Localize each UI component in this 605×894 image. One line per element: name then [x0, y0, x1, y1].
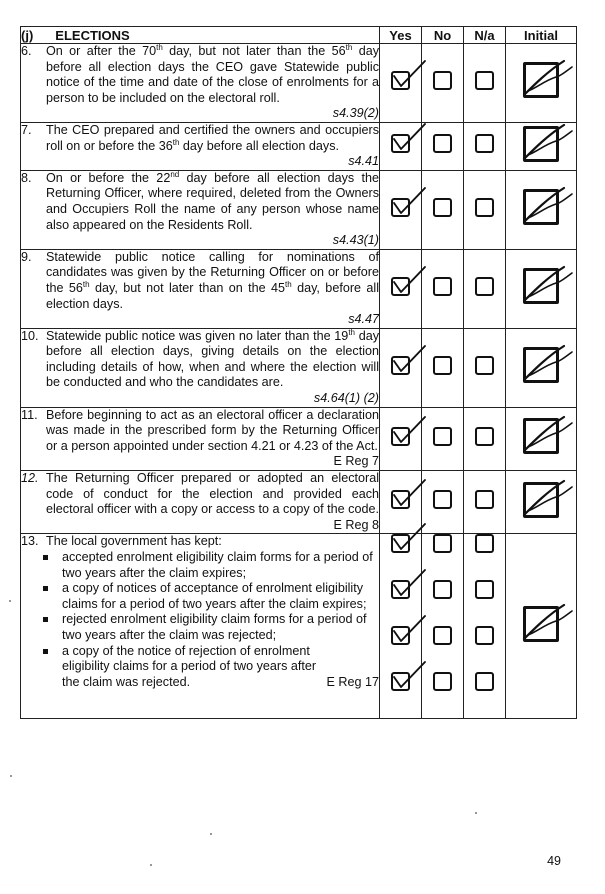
na-checkbox[interactable]: [475, 356, 494, 375]
checklist-row-6: [21, 44, 577, 123]
item-text: Statewide public notice calling for nominations of candidates was given by the Returning Officer on or before the 56th day, but not later than on the 45th day, before all election days.: [46, 249, 379, 311]
yes-checkbox-checked[interactable]: [391, 427, 410, 446]
yes-checkbox-checked[interactable]: [391, 356, 410, 375]
na-cell: [464, 407, 506, 470]
na-checkbox[interactable]: [475, 580, 494, 599]
initial-box-signed[interactable]: [523, 62, 559, 98]
na-cell: [464, 122, 506, 170]
initial-cell: [506, 122, 577, 170]
item-text: Statewide public notice was given no later than the 19th day before all election days, giving details on the election including details of how, when and where the election will be conducted and who the candidates are.: [46, 327, 380, 390]
yes-cell: [380, 170, 422, 249]
legal-reference: s4.43(1): [332, 233, 379, 248]
elections-checklist-table: [20, 26, 577, 719]
item-number: 13.: [21, 534, 39, 549]
na-checkbox[interactable]: [475, 71, 494, 90]
na-checkbox[interactable]: [475, 534, 494, 553]
checklist-row-8: [21, 170, 577, 249]
item-number: 8.: [21, 170, 32, 185]
checklist-row-12: [21, 471, 577, 534]
item-text: The CEO prepared and certified the owners and occupiers roll on or before the 36th day before all election days.: [46, 122, 379, 153]
no-checkbox[interactable]: [433, 626, 452, 645]
list-item: a copy of the notice of rejection of enrolment eligibility claims for a period of two years after the claim was rejected. E Reg 17: [40, 644, 379, 691]
item-text-cell: [21, 44, 380, 123]
item-text: Before beginning to act as an electoral officer a declaration was made in the prescribed form by the Returning Officer or a person appointed under section 4.21 or 4.23 of the Act.: [46, 407, 379, 453]
scan-speck: [150, 864, 152, 866]
no-checkbox[interactable]: [433, 356, 452, 375]
checklist-row-11: [21, 407, 577, 470]
item-text: The Returning Officer prepared or adopted an electoral code of conduct for the election and provided each electoral officer with a copy or access to a copy of the code.: [46, 471, 379, 517]
yes-cell: [380, 407, 422, 470]
section-code: (j): [21, 27, 34, 43]
initial-box-signed[interactable]: [523, 418, 559, 454]
initial-cell: [506, 249, 577, 328]
yes-cell: [380, 249, 422, 328]
section-header: [21, 27, 380, 44]
yes-cell: [380, 44, 422, 123]
initial-cell: [506, 471, 577, 534]
no-checkbox[interactable]: [433, 427, 452, 446]
legal-reference: s4.64(1) (2): [313, 391, 379, 406]
no-checkbox[interactable]: [433, 490, 452, 509]
initial-box-signed[interactable]: [523, 482, 559, 518]
na-checkbox[interactable]: [475, 490, 494, 509]
legal-reference: E Reg 8: [333, 517, 379, 532]
item-text-cell: [21, 534, 380, 719]
item-number: 12.: [21, 471, 39, 486]
scan-speck: [475, 812, 477, 814]
item-text-cell: [21, 122, 380, 170]
list-item: accepted enrolment eligibility claim forms for a period of two years after the claim expires;: [40, 550, 379, 581]
item-number: 9.: [21, 249, 32, 264]
legal-reference: E Reg 7: [333, 454, 379, 469]
item-text-cell: [21, 328, 380, 407]
initial-box-signed[interactable]: [523, 268, 559, 304]
no-checkbox[interactable]: [433, 672, 452, 691]
initial-cell: [506, 170, 577, 249]
page-number: 49: [547, 854, 561, 868]
item-text-cell: [21, 471, 380, 534]
legal-reference: s4.39(2): [332, 106, 379, 121]
section-title: ELECTIONS: [55, 27, 130, 43]
na-cell: [464, 471, 506, 534]
checklist-row-9: [21, 249, 577, 328]
na-cell: [464, 44, 506, 123]
na-checkbox[interactable]: [475, 134, 494, 153]
column-yes-header: Yes: [380, 27, 422, 44]
legal-reference: E Reg 17: [326, 674, 379, 689]
yes-cell: [380, 328, 422, 407]
retention-list: [40, 550, 379, 690]
yes-cell: [380, 534, 422, 719]
item-text-cell: [21, 249, 380, 328]
legal-reference: s4.47: [348, 312, 379, 327]
item-text: On or after the 70th day, but not later than the 56th day before all election days the CEO gave Statewide public notice of the time and date of the close of enrolments for a person to be included on the electoral roll.: [46, 42, 379, 105]
yes-cell: [380, 122, 422, 170]
initial-cell: [506, 407, 577, 470]
yes-checkbox-checked[interactable]: [391, 71, 410, 90]
item-text: On or before the 22nd day before all election days the Returning Officer, where required, deleted from the Owners and Occupiers Roll the name of any person whose name also appeared on the Residents Roll.: [46, 169, 380, 232]
na-cell: [464, 249, 506, 328]
na-cell: [464, 170, 506, 249]
initial-box-signed[interactable]: [523, 347, 559, 383]
column-no-header: No: [422, 27, 464, 44]
item-number: 11.: [21, 407, 38, 422]
no-checkbox[interactable]: [433, 534, 452, 553]
checklist-row-7: [21, 122, 577, 170]
yes-checkbox-checked[interactable]: [391, 490, 410, 509]
checklist-row-10: [21, 328, 577, 407]
legal-reference: s4.41: [348, 154, 379, 169]
initial-cell: [506, 44, 577, 123]
header-row: [21, 27, 577, 44]
list-item: rejected enrolment eligibility claim forms for a period of two years after the claim was rejected;: [40, 612, 379, 643]
no-checkbox[interactable]: [433, 277, 452, 296]
na-checkbox[interactable]: [475, 626, 494, 645]
no-checkbox[interactable]: [433, 134, 452, 153]
item-text-cell: [21, 170, 380, 249]
no-checkbox[interactable]: [433, 580, 452, 599]
list-item: a copy of notices of acceptance of enrolment eligibility claims for a period of two years after the claim expires;: [40, 581, 379, 612]
na-cell: [464, 534, 506, 719]
initial-cell: [506, 534, 577, 719]
yes-checkbox-checked[interactable]: [391, 626, 410, 645]
yes-checkbox-checked[interactable]: [391, 277, 410, 296]
scan-speck: [10, 775, 12, 777]
yes-checkbox-checked[interactable]: [391, 672, 410, 691]
yes-checkbox-checked[interactable]: [391, 534, 410, 553]
na-cell: [464, 328, 506, 407]
no-checkbox[interactable]: [433, 71, 452, 90]
initial-box-signed[interactable]: [523, 189, 559, 225]
yes-checkbox-checked[interactable]: [391, 198, 410, 217]
initial-box-signed[interactable]: [523, 606, 559, 642]
checklist-row-13: [21, 534, 577, 719]
item-intro: The local government has kept:: [46, 534, 222, 549]
item-number: 7.: [21, 122, 32, 137]
no-checkbox[interactable]: [433, 198, 452, 217]
yes-checkbox-checked[interactable]: [391, 134, 410, 153]
item-text-cell: [21, 407, 380, 470]
na-checkbox[interactable]: [475, 277, 494, 296]
scan-speck: [210, 833, 212, 835]
initial-box-signed[interactable]: [523, 126, 559, 162]
na-checkbox[interactable]: [475, 198, 494, 217]
yes-checkbox-checked[interactable]: [391, 580, 410, 599]
initial-cell: [506, 328, 577, 407]
scan-speck: [9, 600, 11, 602]
item-number: 6.: [21, 44, 32, 58]
na-checkbox[interactable]: [475, 427, 494, 446]
column-initial-header: Initial: [506, 27, 577, 44]
na-checkbox[interactable]: [475, 672, 494, 691]
item-number: 10.: [21, 328, 39, 343]
column-na-header: N/a: [464, 27, 506, 44]
